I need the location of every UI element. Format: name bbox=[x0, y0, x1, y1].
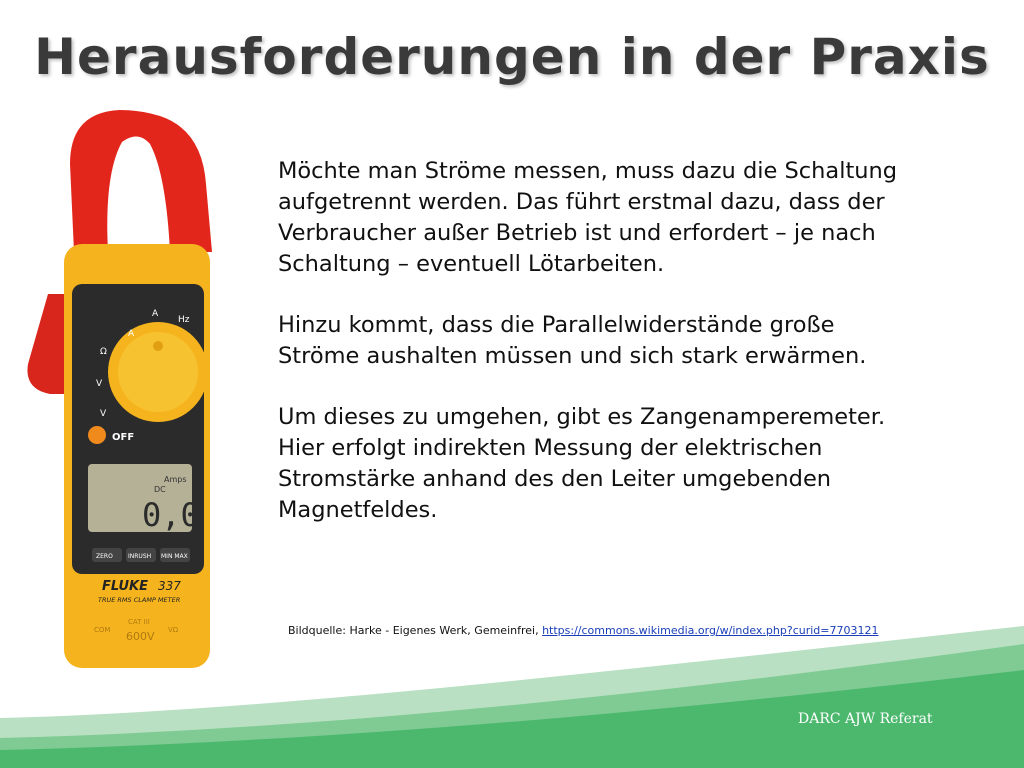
footer-label: DARC AJW Referat bbox=[798, 711, 933, 727]
clamp-meter-image bbox=[20, 104, 220, 676]
terminal-com: COM bbox=[94, 626, 111, 634]
dial-label-v-dc: V bbox=[100, 409, 107, 419]
button-inrush: INRUSH bbox=[128, 553, 152, 560]
meter-brand: FLUKE bbox=[102, 579, 148, 594]
meter-subtitle: TRUE RMS CLAMP METER bbox=[98, 596, 181, 604]
dial-label-off: OFF bbox=[112, 432, 135, 443]
terminal-v-ohm: VΩ bbox=[168, 626, 179, 634]
paragraph-3: Um dieses zu umgehen, gibt es Zangenamperemeter. Hier erfolgt indirekten Messung der elektrischen Stromstärke anhand des den Leiter umgebenden Magnetfeldes. bbox=[278, 404, 886, 523]
terminal-cat: CAT III bbox=[128, 618, 150, 626]
voltage-rating: 600V bbox=[126, 630, 155, 643]
dial-label-a: A bbox=[128, 329, 135, 339]
lcd-unit: Amps bbox=[164, 475, 187, 484]
dial-label-ohm: Ω bbox=[100, 347, 107, 357]
source-link[interactable]: https://commons.wikimedia.org/w/index.php?curid=7703121 bbox=[542, 624, 879, 637]
slide-body bbox=[278, 156, 978, 556]
paragraph-2: Hinzu kommt, dass die Parallelwiderstände große Ströme aushalten müssen und sich stark erwärmen. bbox=[278, 312, 867, 369]
dial-label-a2: A bbox=[152, 309, 159, 319]
source-prefix: Bildquelle: Harke - Eigenes Werk, Gemeinfrei, bbox=[288, 624, 539, 637]
meter-model: 337 bbox=[158, 579, 181, 593]
image-source-caption bbox=[288, 624, 879, 637]
paragraph-1: Möchte man Ströme messen, muss dazu die Schaltung aufgetrennt werden. Das führt erstmal dazu, dass der Verbraucher außer Betrieb ist und erfordert – je nach Schaltung – eventuell Lötarbeiten. bbox=[278, 158, 898, 277]
slide-title: Herausforderungen in der Praxis bbox=[34, 28, 990, 86]
dial-label-v-ac: V bbox=[96, 379, 103, 389]
button-zero: ZERO bbox=[96, 553, 113, 560]
dial-label-hz: Hz bbox=[178, 315, 190, 325]
lcd-value: 0,0 bbox=[142, 496, 200, 534]
lcd-mode: DC bbox=[154, 485, 166, 494]
button-min-max: MIN MAX bbox=[161, 553, 188, 560]
